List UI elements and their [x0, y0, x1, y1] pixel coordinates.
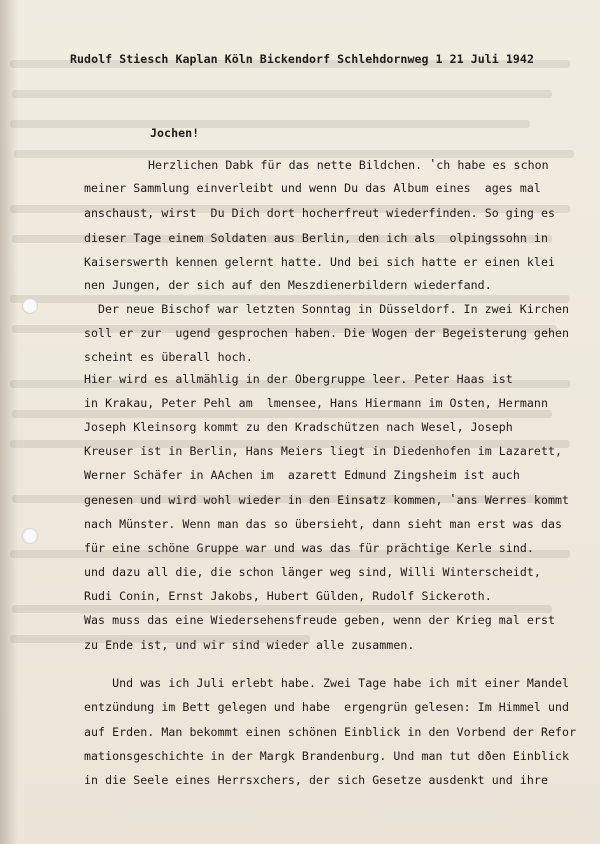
letter-line: genesen und wird wohl wieder in den Einsatz kommen, ʽans Werres kommt [84, 493, 570, 507]
letter-salutation: Jochen! [150, 126, 200, 140]
punch-hole-bottom [22, 528, 38, 544]
letter-line: scheint es überall hoch. [84, 350, 253, 364]
letter-line: Werner Schäfer in AAchen im azarett Edmund Zingsheim ist auch [84, 468, 520, 482]
letter-line: nen Jungen, der sich auf den Meszdienerbildern wiederfand. [84, 278, 492, 292]
letter-line: meiner Sammlung einverleibt und wenn Du das Album eines ages mal [84, 181, 541, 195]
letter-line: in Krakau, Peter Pehl am lmensee, Hans Hiermann im Osten, Hermann [84, 396, 548, 410]
letter-line: entzündung im Bett gelegen und habe ergengrün gelesen: Im Himmel und [84, 700, 570, 714]
letter-line: auf Erden. Man bekommt einen schönen Einblick in den Vorbend der Refor [84, 725, 577, 739]
letter-line: Kaiserswerth kennen gelernt hatte. Und bei sich hatte er einen klei [84, 255, 556, 269]
letter-line: Und was ich Juli erlebt habe. Zwei Tage habe ich mit einer Mandel [84, 676, 570, 690]
letter-line: Kreuser ist in Berlin, Hans Meiers liegt in Diedenhofen im Lazarett, [84, 444, 563, 458]
letter-line: und dazu all die, die schon länger weg sind, Willi Winterscheidt, [84, 565, 541, 579]
letter-line: Rudi Conin, Ernst Jakobs, Hubert Gülden, Rudolf Sickeroth. [84, 589, 492, 603]
letter-header: Rudolf Stiesch Kaplan Köln Bickendorf Schlehdornweg 1 21 Juli 1942 [70, 52, 534, 66]
letter-line: nach Münster. Wenn man das so übersieht, dann sieht man erst was das [84, 517, 563, 531]
punch-hole-top [22, 298, 38, 314]
letter-line: Herzlichen Dabk für das nette Bildchen. ʽch habe es schon [148, 158, 549, 172]
letter-line: Joseph Kleinsorg kommt zu den Kradschützen nach Wesel, Joseph [84, 420, 513, 434]
letter-line: soll er zur ugend gesprochen haben. Die Wogen der Begeisterung gehen [84, 326, 570, 340]
letter-line: in die Seele eines Herrsxchers, der sich Gesetze ausdenkt und ihre [84, 773, 548, 787]
letter-line: Der neue Bischof war letzten Sonntag in Düsseldorf. In zwei Kirchen [98, 302, 570, 316]
letter-line: anschaust, wirst Du Dich dort hocherfreut wiederfinden. So ging es [84, 206, 556, 220]
letter-line: mationsgeschichte in der Margk Brandenburg. Und man tut dðen Einblick [84, 749, 570, 763]
paper-edge-shadow [0, 0, 18, 844]
letter-line: zu Ende ist, und wir sind wieder alle zusammen. [84, 638, 415, 652]
letter-line: dieser Tage einem Soldaten aus Berlin, den ich als olpingssohn in [84, 231, 548, 245]
letter-line: Hier wird es allmählig in der Obergruppe leer. Peter Haas ist [84, 372, 513, 386]
letter-line: für eine schöne Gruppe war und was das für prächtige Kerle sind. [84, 541, 534, 555]
letter-line: Was muss das eine Wiedersehensfreude geben, wenn der Krieg mal erst [84, 613, 556, 627]
